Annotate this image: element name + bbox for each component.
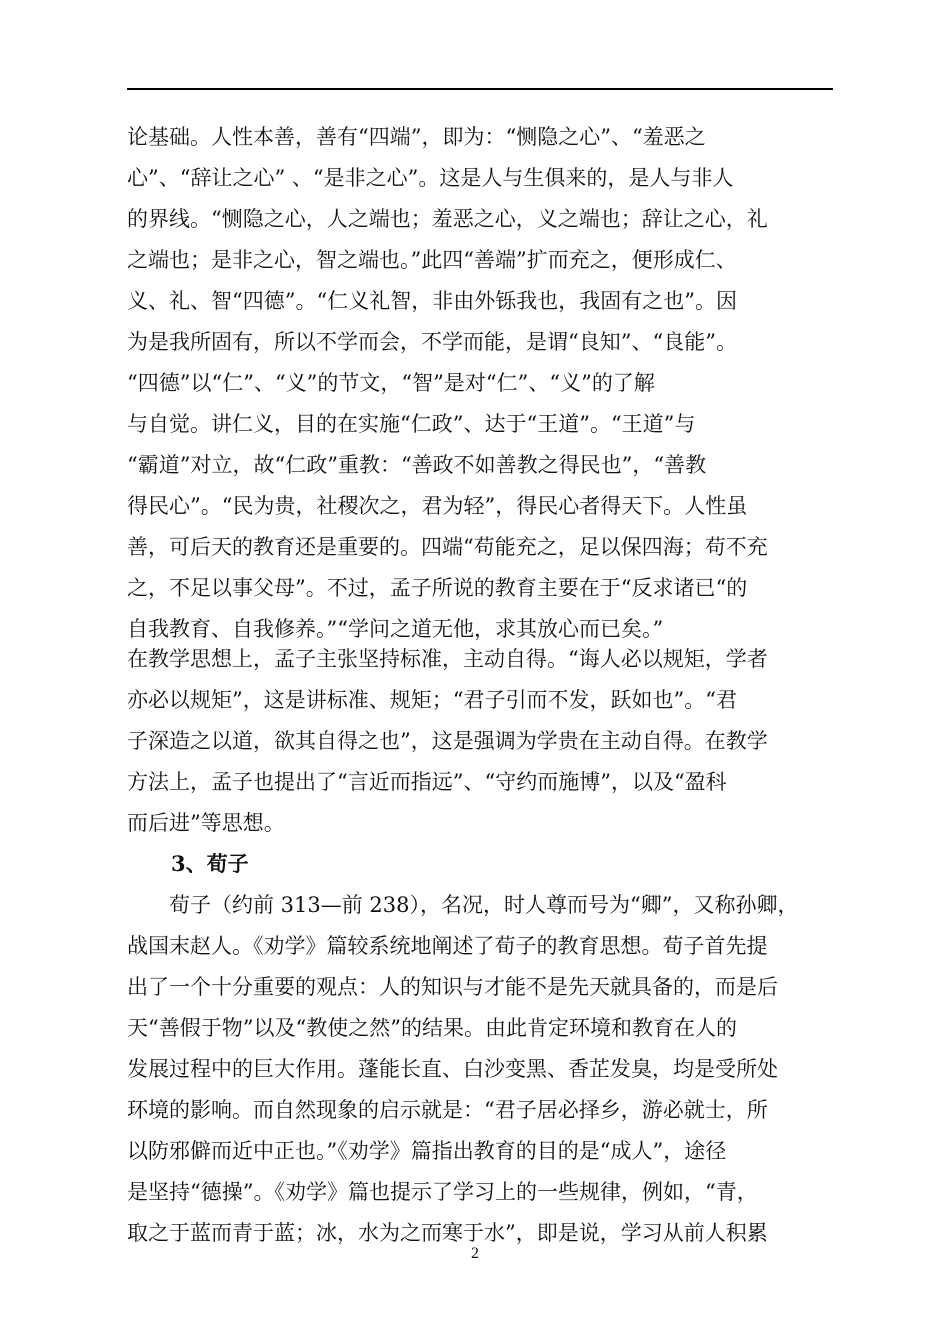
paragraph-line: 的界线。“恻隐之心，人之端也；羞恶之心，义之端也；辞让之心，礼 bbox=[127, 207, 768, 231]
paragraph-line: 与自觉。讲仁义，目的在实施“仁政”、达于“王道”。“王道”与 bbox=[127, 412, 696, 436]
paragraph-line: 之端也；是非之心，智之端也。”此四“善端”扩而充之，便形成仁、 bbox=[127, 248, 737, 272]
paragraph-line: 发展过程中的巨大作用。蓬能长直、白沙变黑、香芷发臭，均是受所处 bbox=[127, 1057, 778, 1081]
paragraph-line: “霸道”对立，故“仁政”重教：“善政不如善教之得民也”，“善教 bbox=[127, 453, 707, 477]
paragraph-line: 环境的影响。而自然现象的启示就是：“君子居必择乡，游必就士，所 bbox=[127, 1098, 768, 1122]
paragraph-line: 在教学思想上，孟子主张坚持标准，主动自得。“诲人必以规矩，学者 bbox=[127, 647, 768, 671]
paragraph-line: 以防邪僻而近中正也。”《劝学》篇指出教育的目的是“成人”，途径 bbox=[127, 1139, 727, 1163]
paragraph-line: 心”、“辞让之心” 、“是非之心”。这是人与生俱来的，是人与非人 bbox=[127, 166, 734, 190]
page-number: 2 bbox=[471, 1245, 479, 1262]
paragraph-line: 论基础。人性本善，善有“四端”，即为：“恻隐之心”、“羞恶之 bbox=[127, 125, 706, 149]
section-heading: 3、荀子 bbox=[171, 851, 249, 876]
paragraph-line: 战国末赵人。《劝学》篇较系统地阐述了荀子的教育思想。荀子首先提 bbox=[127, 934, 768, 958]
header-rule bbox=[127, 88, 833, 90]
paragraph-line: 而后进”等思想。 bbox=[127, 811, 285, 835]
paragraph-line: 为是我所固有，所以不学而会，不学而能，是谓“良知”、“良能”。 bbox=[127, 330, 737, 354]
paragraph-line: 义、礼、智“四德”。“仁义礼智，非由外铄我也，我固有之也”。因 bbox=[127, 289, 737, 313]
paragraph-line: 得民心”。“民为贵，社稷次之，君为轻”，得民心者得天下。人性虽 bbox=[127, 494, 748, 518]
paragraph-line: 荀子（约前 313—前 238），名况，时人尊而号为“卿”，又称孙卿， bbox=[127, 893, 799, 917]
paragraph-line: 方法上，孟子也提出了“言近而指远”、“守约而施博”，以及“盈科 bbox=[127, 770, 727, 794]
paragraph-line: 天“善假于物”以及“教使之然”的结果。由此肯定环境和教育在人的 bbox=[127, 1016, 737, 1040]
paragraph-line: 亦必以规矩”，这是讲标准、规矩；“君子引而不发，跃如也”。“君 bbox=[127, 688, 737, 712]
paragraph-line: 子深造之以道，欲其自得之也”，这是强调为学贵在主动自得。在教学 bbox=[127, 729, 768, 753]
paragraph-line: 善，可后天的教育还是重要的。四端“苟能充之，足以保四海；苟不充 bbox=[127, 535, 768, 559]
paragraph-line: 之，不足以事父母”。不过，孟子所说的教育主要在于“反求诸已“的 bbox=[127, 576, 748, 600]
paragraph-line: “四德”以“仁”、“义”的节文，“智”是对“仁”、“义”的了解 bbox=[127, 371, 655, 395]
paragraph-line: 是坚持“德操”。《劝学》篇也提示了学习上的一些规律，例如，“青， bbox=[127, 1180, 758, 1204]
paragraph-line: 出了一个十分重要的观点：人的知识与才能不是先天就具备的，而是后 bbox=[127, 975, 778, 999]
paragraph-line: 取之于蓝而青于蓝；冰，水为之而寒于水”，即是说，学习从前人积累 bbox=[127, 1221, 768, 1245]
paragraph-line: 自我教育、自我修养。”“学问之道无他，求其放心而已矣。” bbox=[127, 617, 664, 641]
